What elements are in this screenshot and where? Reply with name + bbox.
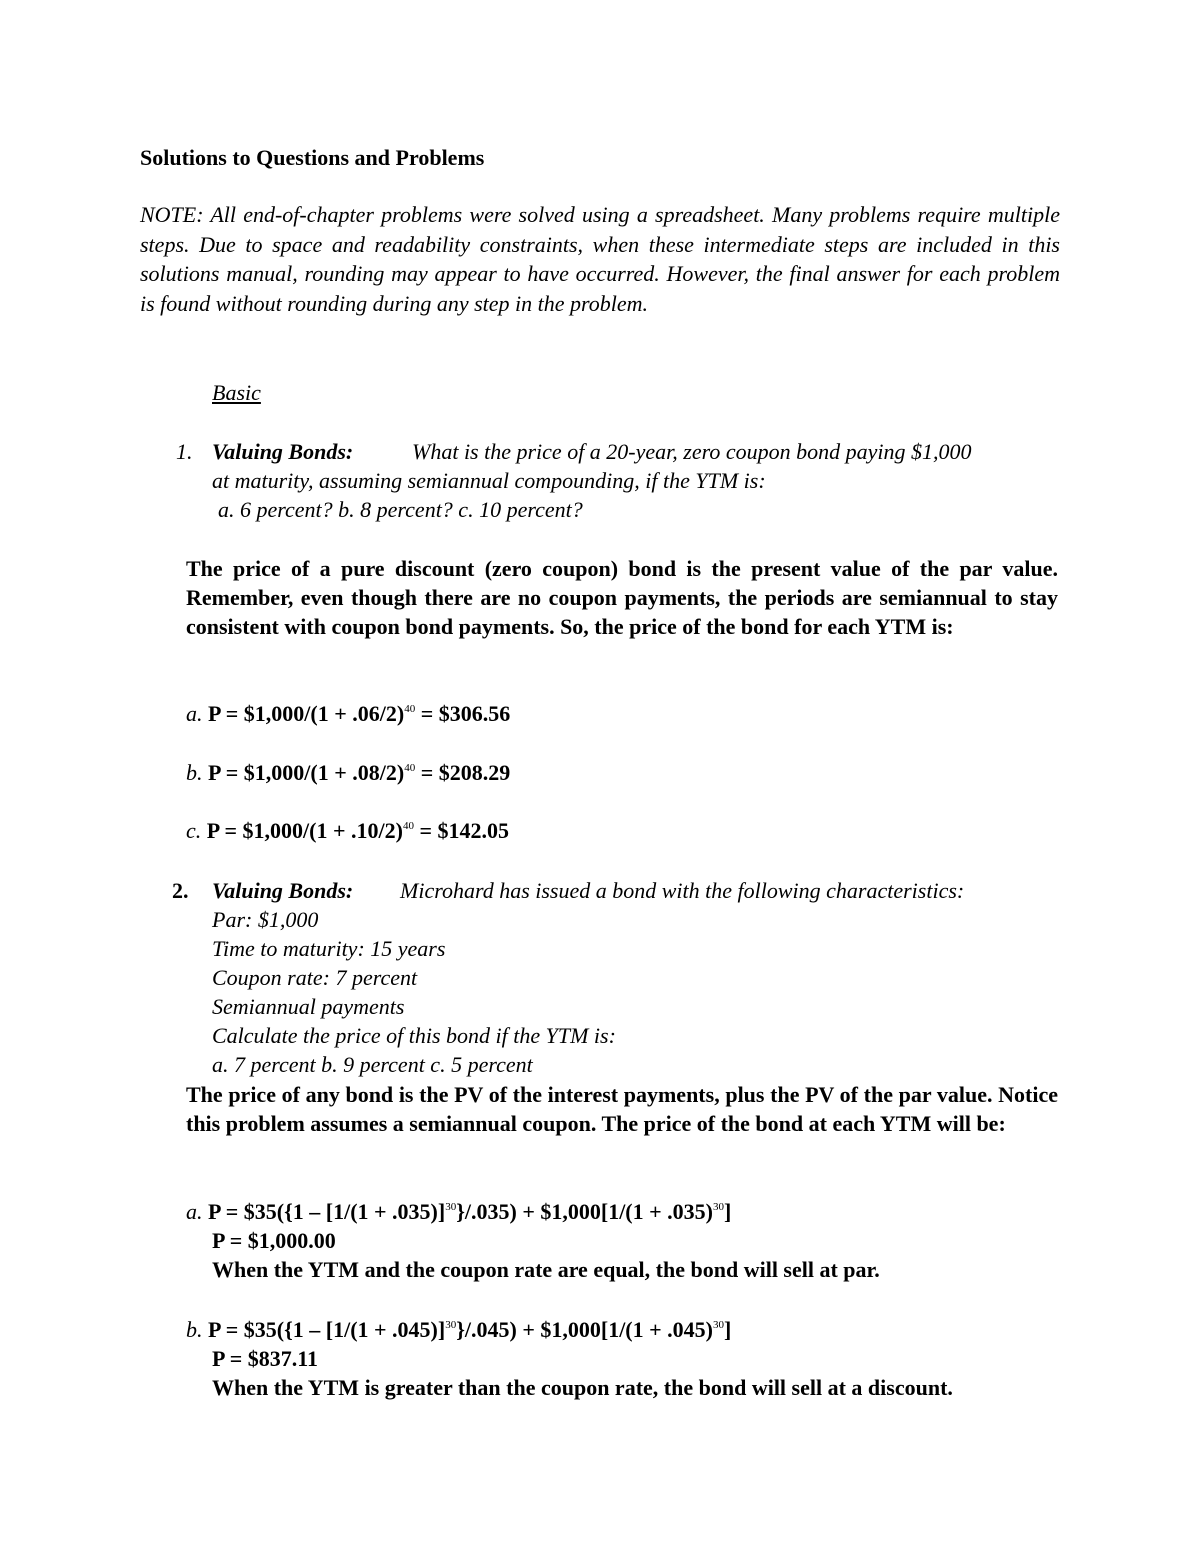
answer-exponent: 40 <box>404 762 416 774</box>
answer-exponent: 40 <box>404 703 416 715</box>
problem-1-options: a. 6 percent? b. 8 percent? c. 10 percent? <box>218 497 583 522</box>
problem-2-detail-options: a. 7 percent b. 9 percent c. 5 percent <box>212 1052 533 1077</box>
problem-2-detail-maturity: Time to maturity: 15 years <box>212 936 446 961</box>
answer-formula-part-1: P = $35({1 – [1/(1 + .045)] <box>208 1317 446 1342</box>
problem-2-answer-b <box>186 1315 731 1344</box>
answer-formula: P = $1,000/(1 + .06/2) <box>208 701 405 726</box>
problem-2-question-line-1: Microhard has issued a bond with the following characteristics: <box>400 878 965 903</box>
problem-1-question-line-1: What is the price of a 20-year, zero coupon bond paying $1,000 <box>412 439 972 464</box>
answer-result: = $208.29 <box>415 760 511 785</box>
answer-formula-part-3: ] <box>724 1317 732 1342</box>
answer-exponent-2: 30 <box>713 1319 724 1331</box>
problem-2-detail-payments: Semiannual payments <box>212 994 405 1019</box>
note-paragraph: NOTE: All end-of-chapter problems were solved using a spreadsheet. Many problems require multiple steps. Due to space and readability constraints, when these intermediate steps are included in this solutions manual, rounding may appear to have occurred. However, the final answer for each problem is found without rounding during any step in the problem. <box>140 202 1060 316</box>
page-title: Solutions to Questions and Problems <box>140 145 485 170</box>
problem-1-explanation: The price of a pure discount (zero coupon) bond is the present value of the par value. Remember, even though there are no coupon payments, the periods are semiannual to stay consistent with coupon bond payments. So, the price of the bond for each YTM is: <box>186 556 1058 639</box>
problem-1-number: 1. <box>176 439 193 464</box>
answer-label: a. <box>186 701 203 726</box>
problem-2-answer-a <box>186 1197 731 1226</box>
problem-2-detail-coupon: Coupon rate: 7 percent <box>212 965 418 990</box>
answer-formula: P = $1,000/(1 + .10/2) <box>206 818 403 843</box>
answer-formula: P = $1,000/(1 + .08/2) <box>208 760 405 785</box>
problem-1-answer-b <box>186 758 510 787</box>
problem-1-answer-c <box>186 816 509 845</box>
answer-formula-part-1: P = $35({1 – [1/(1 + .035)] <box>208 1199 446 1224</box>
answer-formula-part-3: ] <box>724 1199 732 1224</box>
problem-1-answer-a <box>186 699 510 728</box>
problem-2-detail-instruction: Calculate the price of this bond if the YTM is: <box>212 1023 616 1048</box>
problem-2-heading: Valuing Bonds: <box>212 878 354 903</box>
problem-2-detail-par: Par: $1,000 <box>212 907 319 932</box>
problem-2-answer-a-result: P = $1,000.00 <box>212 1228 336 1253</box>
answer-exponent: 40 <box>402 820 414 832</box>
problem-2-answer-a-comment: When the YTM and the coupon rate are equal, the bond will sell at par. <box>212 1257 880 1282</box>
problem-1-question-line-2: at maturity, assuming semiannual compounding, if the YTM is: <box>212 468 766 493</box>
answer-result: = $142.05 <box>413 818 509 843</box>
answer-label: a. <box>186 1199 203 1224</box>
problem-2-number: 2. <box>172 878 189 903</box>
problem-2-explanation: The price of any bond is the PV of the interest payments, plus the PV of the par value. Notice this problem assumes a semiannual coupon. The price of the bond at each YTM will be: <box>186 1082 1058 1136</box>
answer-label: c. <box>186 818 202 843</box>
answer-exponent-2: 30 <box>713 1201 724 1213</box>
answer-exponent-1: 30 <box>445 1201 457 1213</box>
answer-formula-part-2: }/.035) + $1,000[1/(1 + .035) <box>456 1199 713 1224</box>
answer-exponent-1: 30 <box>445 1319 457 1331</box>
problem-2-answer-b-comment: When the YTM is greater than the coupon rate, the bond will sell at a discount. <box>212 1375 953 1400</box>
problem-2-answer-b-result: P = $837.11 <box>212 1346 319 1371</box>
answer-label: b. <box>186 1317 203 1342</box>
answer-label: b. <box>186 760 203 785</box>
answer-result: = $306.56 <box>415 701 511 726</box>
answer-formula-part-2: }/.045) + $1,000[1/(1 + .045) <box>456 1317 713 1342</box>
problem-1-heading: Valuing Bonds: <box>212 439 354 464</box>
section-label: Basic <box>212 380 261 405</box>
